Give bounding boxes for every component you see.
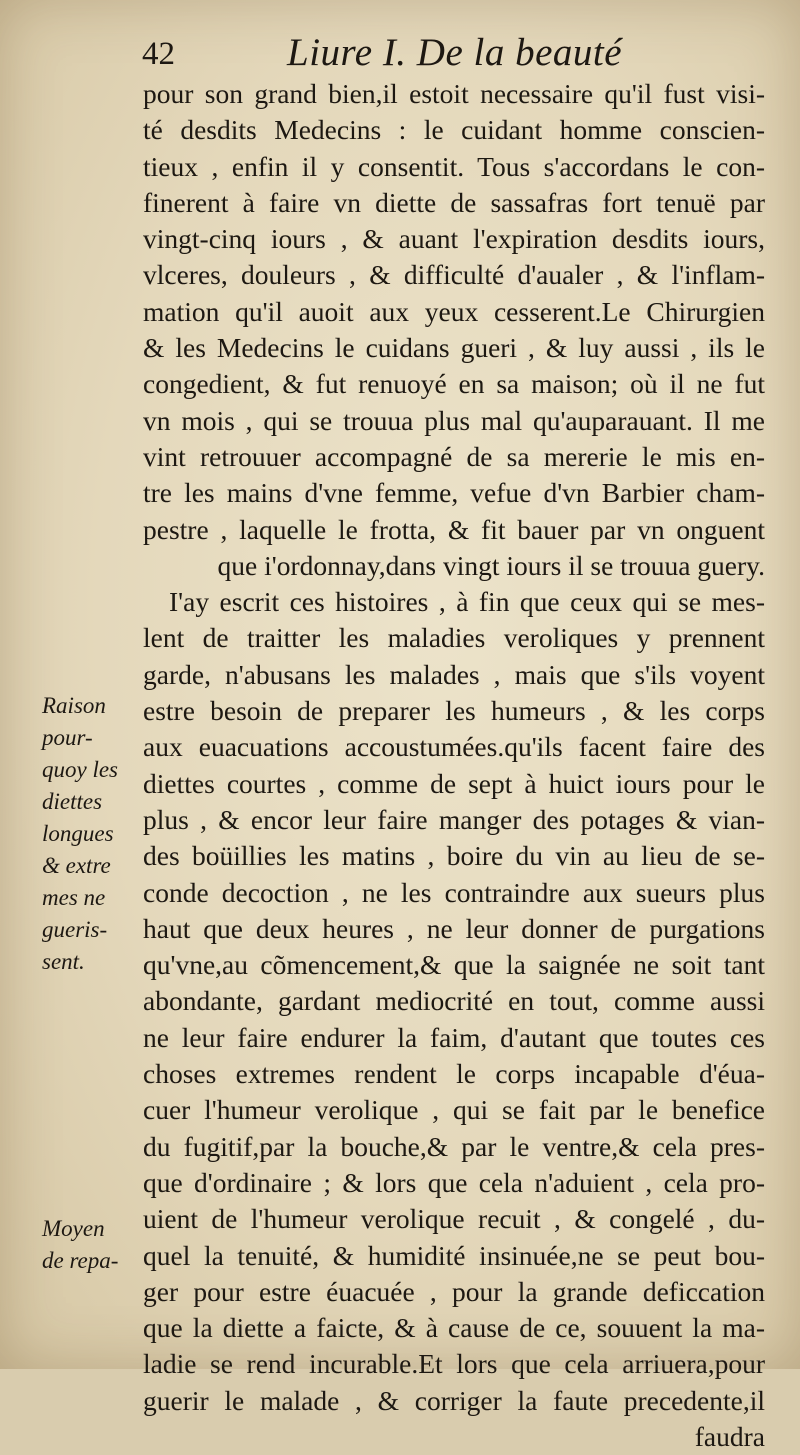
margin-note-line: sent.: [42, 949, 85, 974]
margin-note-line: diettes: [42, 789, 103, 814]
text-line: conde decoction , ne les contraindre aux sueurs plus: [143, 876, 765, 908]
text-line: cuer l'humeur verolique , qui se fait par le benefice: [143, 1094, 765, 1126]
text-line: ladie se rend incurable.Et lors que cela arriuera,pour: [143, 1348, 765, 1380]
text-line: quel la tenuité, & humidité insinuée,ne se peut bou-: [143, 1239, 765, 1271]
margin-note: [42, 1213, 134, 1277]
margin-note-line: pour-: [42, 725, 93, 750]
margin-note-line: mes ne: [42, 885, 106, 910]
text-line: que d'ordinaire ; & lors que cela n'aduient , cela pro-: [143, 1166, 765, 1198]
text-line: pestre , laquelle le frotta, & fit bauer par vn onguent: [143, 513, 765, 545]
margin-note-line: quoy les: [42, 757, 119, 782]
catchword: faudra: [694, 1420, 765, 1452]
text-line: & les Medecins le cuidans gueri , & luy aussi , ils le: [143, 332, 765, 364]
text-line: choses extremes rendent le corps incapable d'éua-: [143, 1058, 765, 1090]
page-header: [142, 28, 762, 78]
text-line: uient de l'humeur verolique recuit , & congelé , du-: [143, 1203, 765, 1235]
text-line: vlceres, douleurs , & difficulté d'aualer , & l'inflam-: [143, 259, 765, 291]
text-line: plus , & encor leur faire manger des potages & vian-: [143, 803, 765, 835]
text-line: qu'vne,au cõmencement,& que la saignée ne soit tant: [143, 949, 765, 981]
text-line: lent de traitter les maladies veroliques y prennent: [143, 622, 765, 654]
margin-note-line: & extre: [42, 853, 111, 878]
text-line: diettes courtes , comme de sept à huict iours pour le: [143, 767, 765, 799]
margin-note-line: gueris-: [42, 917, 108, 942]
margin-note-line: Moyen: [42, 1216, 105, 1241]
page-number: 42: [142, 36, 175, 72]
text-line: du fugitif,par la bouche,& par le ventre,& cela pres-: [143, 1130, 765, 1162]
text-line: vn mois , qui se trouua plus mal qu'auparauant. Il me: [143, 404, 765, 436]
text-line: tieux , enfin il y consentit. Tous s'accordans le con-: [143, 150, 765, 182]
text-line: estre besoin de preparer les humeurs , & les corps: [143, 695, 765, 727]
text-line: abondante, gardant mediocrité en tout, comme aussi: [143, 985, 765, 1017]
text-line: I'ay escrit ces histoires , à fin que ceux qui se mes-: [169, 586, 765, 618]
text-line: congedient, & fut renuoyé en sa maison; où il ne fut: [143, 368, 765, 400]
body-text: [143, 76, 765, 1455]
margin-note-line: longues: [42, 821, 114, 846]
text-line: des boüillies les matins , boire du vin au lieu de se-: [143, 840, 765, 872]
text-line: pour son grand bien,il estoit necessaire qu'il fust visi-: [143, 78, 765, 109]
running-title: Liure I. De la beauté: [287, 31, 623, 74]
text-line: guerir le malade , & corriger la faute precedente,il: [143, 1384, 765, 1416]
text-line: ger pour estre éuacuée , pour la grande deficcation: [143, 1275, 765, 1307]
text-line: tre les mains d'vne femme, vefue d'vn Barbier cham-: [143, 477, 765, 509]
text-line: que i'ordonnay,dans vingt iours il se trouua guery.: [217, 549, 765, 581]
margin-note-line: Raison: [42, 693, 106, 718]
text-line: aux euacuations accoustumées.qu'ils facent faire des: [143, 731, 765, 763]
text-line: haut que deux heures , ne leur donner de purgations: [143, 912, 765, 944]
text-line: que la diette a faicte, & à cause de ce, souuent la ma-: [143, 1312, 765, 1344]
text-line: vingt-cinq iours , & auant l'expiration desdits iours,: [143, 223, 765, 255]
text-line: finerent à faire vn diette de sassafras fort tenuë par: [143, 186, 765, 218]
margin-note-line: de repa-: [42, 1248, 119, 1273]
text-line: garde, n'abusans les malades , mais que s'ils voyent: [143, 658, 765, 690]
text-line: ne leur faire endurer la faim, d'autant que toutes ces: [143, 1021, 765, 1053]
text-line: té desdits Medecins : le cuidant homme conscien-: [143, 114, 765, 146]
text-line: vint retrouuer accompagné de sa mererie le mis en-: [143, 440, 765, 472]
text-line: mation qu'il auoit aux yeux cesserent.Le Chirurgien: [143, 295, 765, 327]
margin-note: [42, 690, 134, 978]
